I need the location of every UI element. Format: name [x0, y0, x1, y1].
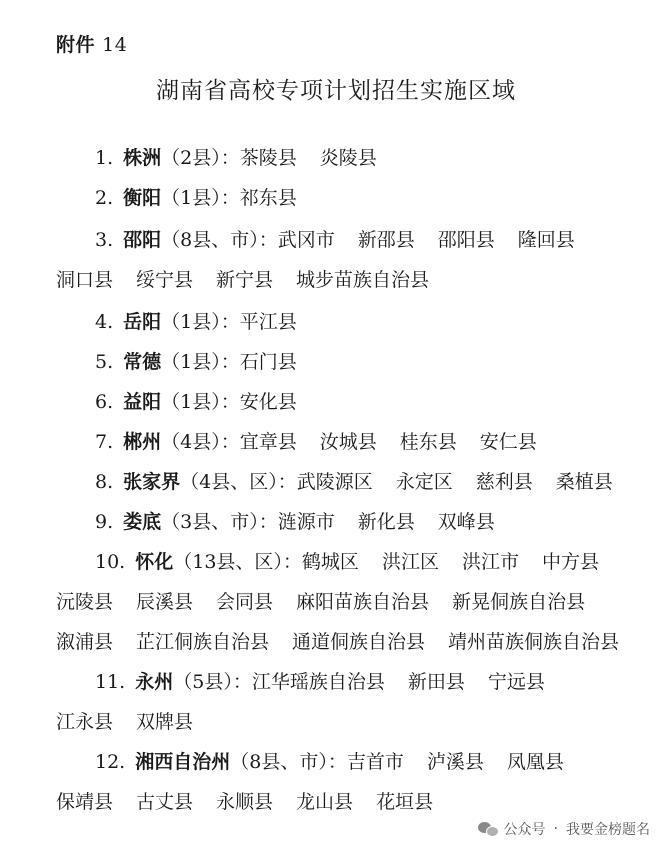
county-name: 新晃侗族自治县	[452, 591, 586, 613]
region-item-continuation	[0, 268, 672, 292]
page-title: 湖南省高校专项计划招生实施区域	[156, 78, 516, 104]
county-name: 涟源市	[277, 511, 335, 533]
city-name: 常德	[123, 351, 162, 373]
region-item	[0, 390, 672, 414]
wechat-icon	[478, 821, 498, 837]
county-name: 绥宁县	[136, 269, 194, 291]
county-name: 会同县	[216, 591, 274, 613]
county-name: 新宁县	[216, 269, 274, 291]
county-name: 洪江市	[461, 551, 519, 573]
county-name: 新田县	[407, 671, 465, 693]
region-item	[0, 228, 672, 252]
county-name: 城步苗族自治县	[296, 269, 430, 291]
county-name: 炎陵县	[319, 147, 377, 169]
item-number: 10.	[95, 551, 126, 573]
city-name: 郴州	[123, 431, 162, 453]
county-name: 中方县	[541, 551, 599, 573]
item-number: 2.	[95, 187, 114, 209]
county-name: 泸溪县	[426, 751, 484, 773]
item-number: 4.	[95, 311, 114, 333]
county-name: 洞口县	[56, 269, 114, 291]
county-name: 麻阳苗族自治县	[296, 591, 430, 613]
city-name: 怀化	[135, 551, 174, 573]
county-name: 新邵县	[357, 229, 415, 251]
region-item-continuation	[0, 790, 672, 814]
region-item-continuation	[0, 590, 672, 614]
region-item-continuation	[0, 710, 672, 734]
county-name: 祁东县	[239, 187, 297, 209]
attachment-number: 14	[102, 34, 128, 56]
county-count: （1县）：	[161, 391, 240, 413]
city-name: 岳阳	[123, 311, 162, 333]
county-count: （2县）：	[161, 147, 240, 169]
item-number: 7.	[95, 431, 114, 453]
county-name: 安化县	[239, 391, 297, 413]
watermark-footer	[478, 819, 650, 839]
region-item	[0, 350, 672, 374]
county-name: 洪江区	[381, 551, 439, 573]
city-name: 衡阳	[123, 187, 162, 209]
item-number: 11.	[95, 671, 126, 693]
county-name: 双峰县	[437, 511, 495, 533]
county-count: （4县、区）：	[180, 471, 297, 493]
county-name: 芷江侗族自治县	[136, 631, 270, 653]
county-name: 安仁县	[479, 431, 537, 453]
county-name: 隆回县	[517, 229, 575, 251]
region-item	[0, 310, 672, 334]
region-item	[0, 670, 672, 694]
county-name: 新化县	[357, 511, 415, 533]
county-name: 汝城县	[319, 431, 377, 453]
city-name: 张家界	[123, 471, 181, 493]
item-number: 1.	[95, 147, 114, 169]
region-item	[0, 510, 672, 534]
county-name: 茶陵县	[239, 147, 297, 169]
item-number: 5.	[95, 351, 114, 373]
county-name: 鹤城区	[301, 551, 359, 573]
county-name: 宜章县	[239, 431, 297, 453]
county-name: 古丈县	[136, 791, 194, 813]
region-item	[0, 430, 672, 454]
item-number: 3.	[95, 229, 114, 251]
footer-separator: ·	[553, 821, 558, 837]
county-name: 武陵源区	[296, 471, 373, 493]
county-name: 辰溪县	[136, 591, 194, 613]
county-count: （1县）：	[161, 311, 240, 333]
county-count: （8县、市）：	[230, 751, 347, 773]
city-name: 益阳	[123, 391, 162, 413]
county-name: 江永县	[56, 711, 114, 733]
county-name: 溆浦县	[56, 631, 114, 653]
county-name: 花垣县	[376, 791, 434, 813]
county-name: 凤凰县	[506, 751, 564, 773]
city-name: 邵阳	[123, 229, 162, 251]
region-item	[0, 186, 672, 210]
region-item	[0, 750, 672, 774]
county-name: 永定区	[395, 471, 453, 493]
footer-account: 我要金榜题名	[566, 822, 650, 838]
county-name: 双牌县	[136, 711, 194, 733]
county-name: 武冈市	[277, 229, 335, 251]
item-number: 12.	[95, 751, 126, 773]
attachment-label	[56, 30, 127, 57]
county-count: （13县、区）：	[173, 551, 302, 573]
city-name: 娄底	[123, 511, 162, 533]
county-name: 桂东县	[399, 431, 457, 453]
item-number: 9.	[95, 511, 114, 533]
county-name: 桑植县	[555, 471, 613, 493]
county-name: 邵阳县	[437, 229, 495, 251]
county-name: 永顺县	[216, 791, 274, 813]
county-name: 保靖县	[56, 791, 114, 813]
city-name: 永州	[135, 671, 174, 693]
county-name: 吉首市	[346, 751, 404, 773]
county-name: 江华瑶族自治县	[251, 671, 385, 693]
region-item	[0, 470, 672, 494]
county-name: 沅陵县	[56, 591, 114, 613]
county-count: （1县）：	[161, 351, 240, 373]
county-count: （8县、市）：	[161, 229, 278, 251]
region-item	[0, 550, 672, 574]
item-number: 8.	[95, 471, 114, 493]
county-name: 通道侗族自治县	[292, 631, 426, 653]
region-item	[0, 146, 672, 170]
county-count: （3县、市）：	[161, 511, 278, 533]
footer-platform: 公众号	[503, 822, 546, 838]
region-item-continuation	[0, 630, 672, 654]
county-name: 宁远县	[487, 671, 545, 693]
county-name: 慈利县	[475, 471, 533, 493]
attachment-word: 附件	[56, 34, 96, 56]
county-name: 石门县	[239, 351, 297, 373]
county-count: （1县）：	[161, 187, 240, 209]
county-count: （4县）：	[161, 431, 240, 453]
county-name: 靖州苗族侗族自治县	[448, 631, 620, 653]
county-count: （5县）：	[173, 671, 252, 693]
county-name: 龙山县	[296, 791, 354, 813]
city-name: 湘西自治州	[135, 751, 231, 773]
county-name: 平江县	[239, 311, 297, 333]
item-number: 6.	[95, 391, 114, 413]
city-name: 株洲	[123, 147, 162, 169]
